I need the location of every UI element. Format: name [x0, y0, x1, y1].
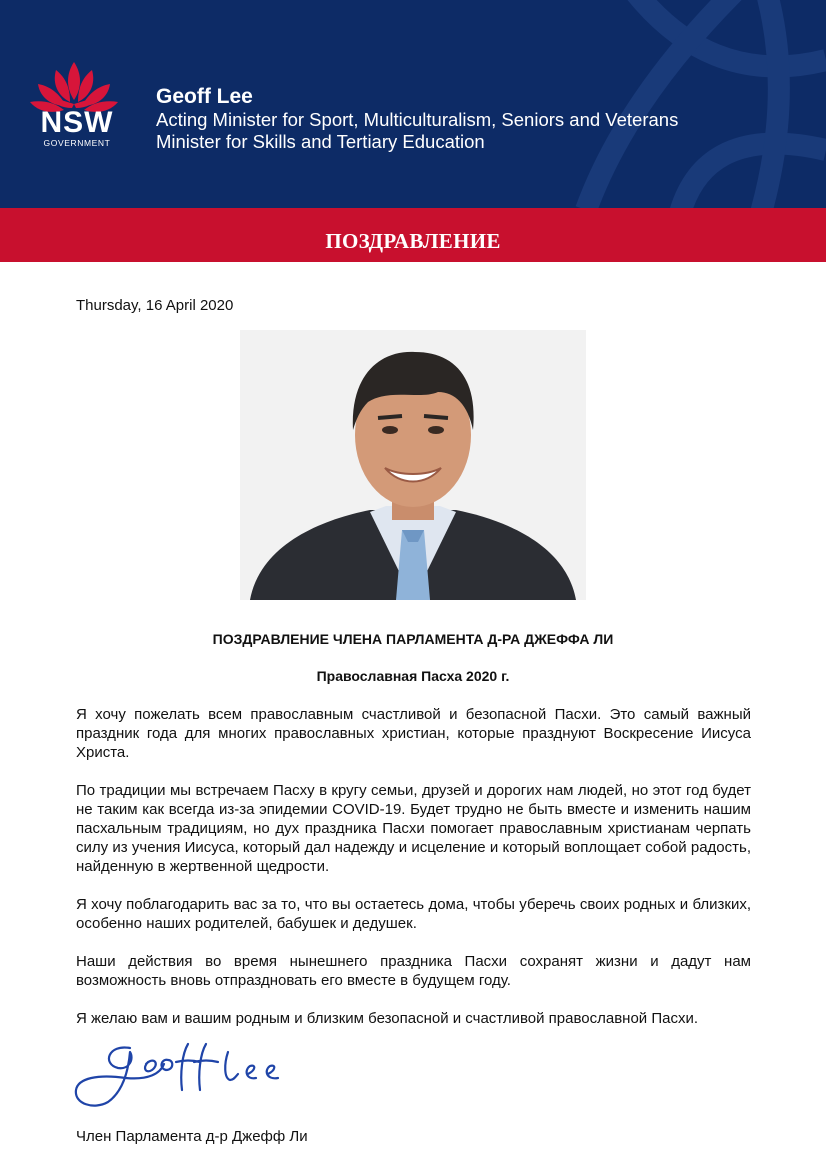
paragraph-3: Я хочу поблагодарить вас за то, что вы остаетесь дома, чтобы уберечь своих родных и близких, особенно наших родителей, бабушек и дедушек. [76, 896, 751, 932]
portrait-illustration [240, 330, 586, 600]
banner-title: ПОЗДРАВЛЕНИЕ [325, 229, 501, 253]
handwritten-signature [68, 1034, 298, 1114]
minister-name: Geoff Lee [156, 85, 253, 108]
logo-mark: NSW [40, 106, 114, 139]
minister-block [156, 84, 678, 153]
signer-name: Член Парламента д-р Джефф Ли [76, 1128, 308, 1145]
portrait-photo [240, 330, 586, 600]
paragraph-5: Я желаю вам и вашим родным и близким безопасной и счастливой православной Пасхи. [76, 1010, 699, 1027]
paragraph-2: По традиции мы встречаем Пасху в кругу семьи, друзей и дорогих нам людей, но этот год будет не таким как всегда из-за эпидемии COVID-19. Будет трудно не быть вместе и изменить нашим пасхальным традициям, но дух праздника Пасхи помогает православным христианам черпать силу из учения Иисуса, который дал надежду и исцеление и который воплощает собой радость, найденную в жертвенной щедрости. [76, 782, 751, 875]
document-title: ПОЗДРАВЛЕНИЕ ЧЛЕНА ПАРЛАМЕНТА Д-РА ДЖЕФФА ЛИ [212, 631, 614, 647]
nsw-government-logo [32, 108, 122, 148]
paragraph-4: Наши действия во время нынешнего праздника Пасхи сохранят жизни и дадут нам возможность вновь отпраздновать его вместе в будущем году. [76, 953, 751, 989]
minister-role-1: Acting Minister for Sport, Multiculturalism, Seniors and Veterans [156, 109, 679, 130]
letter-date: Thursday, 16 April 2020 [76, 297, 234, 314]
minister-role-2: Minister for Skills and Tertiary Education [156, 131, 485, 152]
letterhead [0, 0, 826, 208]
document-subtitle: Православная Пасха 2020 г. [316, 668, 510, 684]
paragraph-1: Я хочу пожелать всем православным счастливой и безопасной Пасхи. Это самый важный праздник года для многих православных христиан, которые празднуют Воскресение Иисуса Христа. [76, 706, 751, 761]
title-banner [0, 208, 826, 262]
logo-caption: GOVERNMENT [43, 138, 111, 148]
letter-body [76, 705, 751, 1047]
